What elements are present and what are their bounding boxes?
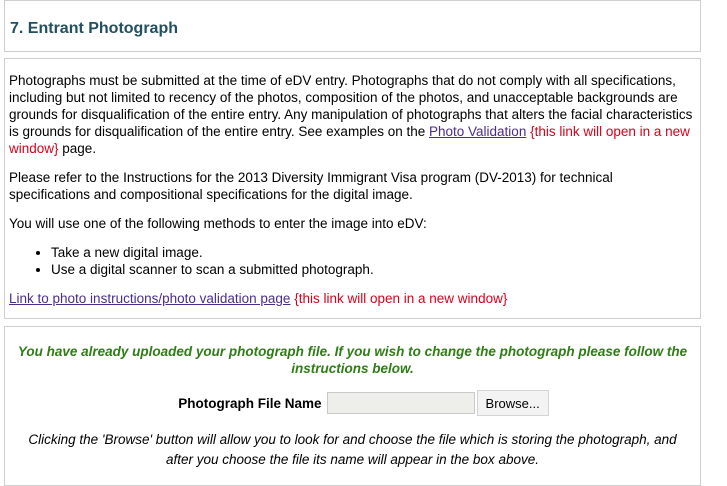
new-window-note: {this link will open in a new window} <box>294 291 508 306</box>
file-select-row <box>5 390 700 416</box>
browse-help-text: Clicking the 'Browse' button will allow you to look for and choose the file which is storing the photograph, and after you choose the file its name will appear in the box above. <box>28 432 677 467</box>
photo-requirements-text: Photographs must be submitted at the time of eDV entry. Photographs that do not comply with all specifications, including but not limited to recency of the photos, composition of the photos, and unacceptable backgrounds are grounds for disqualification of the entire entry. Any manipulation of photographs that alters the facial characteristics is grounds for disqualification of the entire entry. See examples on the <box>9 73 693 139</box>
photo-file-input[interactable] <box>327 392 475 414</box>
photo-info-panel <box>4 58 701 319</box>
photo-validation-link[interactable]: Photo Validation <box>429 124 527 139</box>
photo-instructions-link[interactable]: Link to photo instructions/photo validation page <box>9 291 291 306</box>
photo-requirements-end: page. <box>58 141 97 156</box>
list-item: • Take a new digital image. <box>51 244 696 261</box>
new-window-note: {this link will open in a new window} <box>9 124 690 156</box>
upload-status-message: You have already uploaded your photograph file. If you wish to change the photograph please follow the instructions below. <box>17 344 688 376</box>
photo-upload-panel <box>4 326 701 486</box>
section-title: 7. Entrant Photograph <box>10 20 178 37</box>
instructions-paragraph: Please refer to the Instructions for the 2013 Diversity Immigrant Visa program (DV-2013) for technical specifications and compositional specifications for the digital image. <box>9 170 613 202</box>
browse-button[interactable]: Browse... <box>477 390 549 416</box>
list-item: • Use a digital scanner to scan a submitted photograph. <box>51 261 696 278</box>
methods-intro: You will use one of the following methods to enter the image into eDV: <box>9 216 427 231</box>
photo-file-label: Photograph File Name <box>178 395 322 411</box>
section-header <box>4 0 701 52</box>
photo-requirements-paragraph <box>9 72 696 157</box>
photo-instructions-line <box>9 290 696 307</box>
methods-list <box>9 244 696 278</box>
